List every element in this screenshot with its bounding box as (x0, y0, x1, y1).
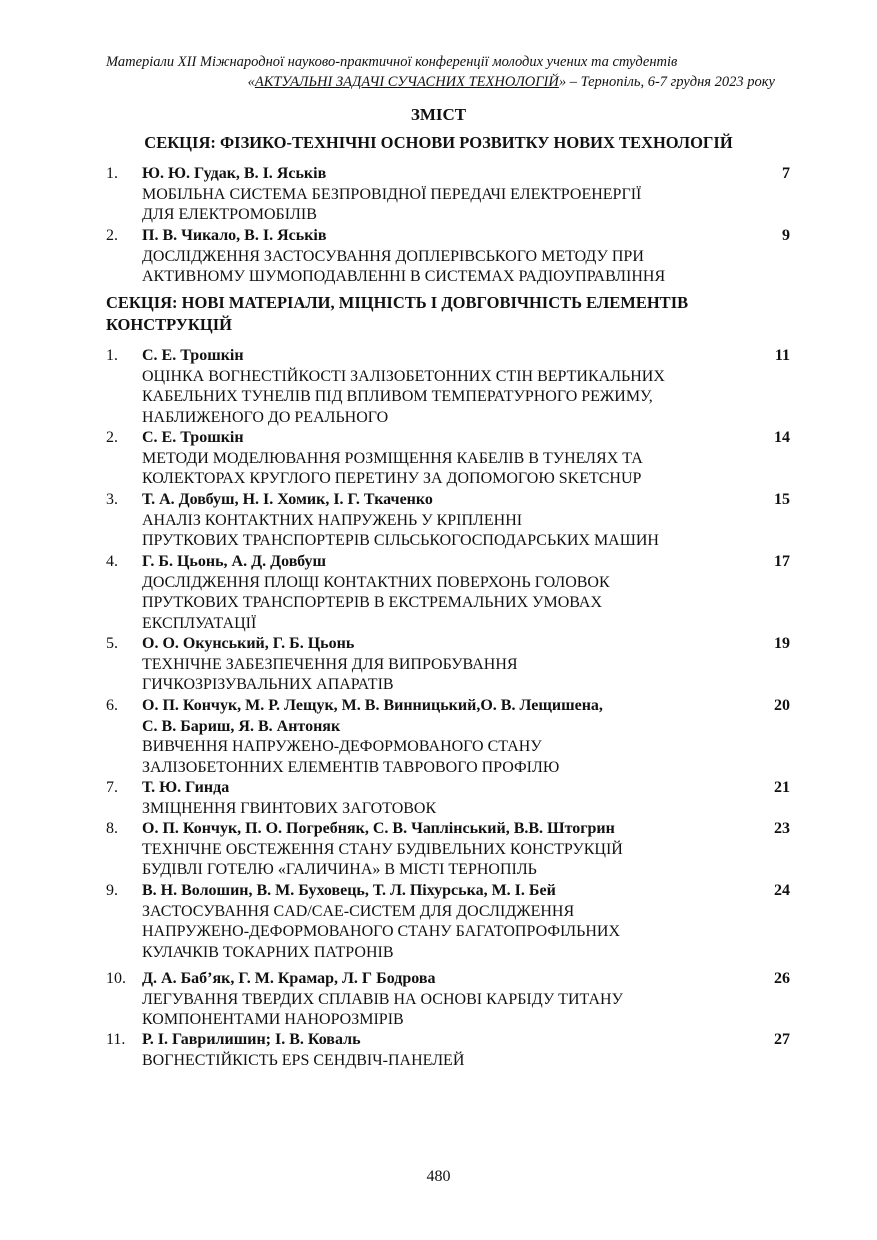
title-line: ЗАСТОСУВАННЯ CAD/CAE-СИСТЕМ ДЛЯ ДОСЛІДЖЕННЯ (142, 902, 575, 920)
section-2-title-line-2: КОНСТРУКЦІЙ (106, 315, 232, 334)
author-line: В. Н. Волошин, В. М. Буховець, Т. Л. Піхурська, М. І. Бей (142, 882, 556, 899)
title-line: ДЛЯ ЕЛЕКТРОМОБІЛІВ (142, 206, 317, 223)
entry-title (142, 367, 742, 429)
entry-body (142, 346, 742, 428)
entry-page-number: 15 (774, 491, 790, 508)
entry-title (142, 902, 742, 964)
entry-page-number: 27 (774, 1031, 790, 1048)
title-line: ОЦІНКА ВОГНЕСТІЙКОСТІ ЗАЛІЗОБЕТОННИХ СТІН ВЕРТИКАЛЬНИХ (142, 367, 665, 385)
entry-body (142, 969, 742, 1031)
entry-body (142, 552, 742, 634)
entry-authors (142, 226, 742, 247)
entry-authors (142, 778, 742, 799)
author-line: Ю. Ю. Гудак, В. І. Яськів (142, 165, 327, 182)
title-line: ВОГНЕСТІЙКІСТЬ EPS СЕНДВІЧ-ПАНЕЛЕЙ (142, 1051, 465, 1069)
entry-page-number: 14 (774, 429, 790, 446)
entry-number: 8. (106, 820, 118, 837)
author-line: О. О. Окунський, Г. Б. Цьонь (142, 635, 355, 652)
author-line: Г. Б. Цьонь, А. Д. Довбуш (142, 553, 327, 570)
section-2-title (106, 292, 817, 336)
author-line: О. П. Кончук, П. О. Погребняк, С. В. Чаплінський, В.В. Штогрин (142, 820, 615, 837)
title-line: ЕКСПЛУАТАЦІЇ (142, 614, 257, 632)
title-line: КАБЕЛЬНИХ ТУНЕЛІВ ПІД ВПЛИВОМ ТЕМПЕРАТУРНОГО РЕЖИМУ, (142, 388, 653, 405)
entry-title (142, 840, 742, 881)
entry-number: 1. (106, 165, 118, 182)
title-line: ЗАЛІЗОБЕТОННИХ ЕЛЕМЕНТІВ ТАВРОВОГО ПРОФІЛЮ (142, 758, 560, 776)
author-line: Т. Ю. Гинда (142, 779, 230, 796)
entry-title (142, 1051, 742, 1072)
entry-title (142, 247, 742, 288)
entry-title (142, 799, 742, 820)
entry-number: 4. (106, 553, 118, 570)
entry-number: 2. (106, 227, 118, 244)
title-line: НАПРУЖЕНО-ДЕФОРМОВАНОГО СТАНУ БАГАТОПРОФІЛЬНИХ (142, 923, 620, 940)
section-1-title: СЕКЦІЯ: ФІЗИКО-ТЕХНІЧНІ ОСНОВИ РОЗВИТКУ НОВИХ ТЕХНОЛОГІЙ (144, 133, 733, 152)
entry-number: 10. (106, 970, 126, 987)
header-quote-open: « (247, 74, 255, 90)
entry-page-number: 26 (774, 970, 790, 987)
section-2-title-line-1: СЕКЦІЯ: НОВІ МАТЕРІАЛИ, МІЦНІСТЬ І ДОВГОВІЧНІСТЬ ЕЛЕМЕНТІВ (106, 293, 689, 312)
entry-authors (142, 881, 742, 902)
entry-authors (142, 428, 742, 449)
author-line: Т. А. Довбуш, Н. І. Хомик, І. Г. Ткаченко (142, 491, 433, 508)
title-line: АНАЛІЗ КОНТАКТНИХ НАПРУЖЕНЬ У КРІПЛЕННІ (142, 511, 523, 529)
title-line: ПРУТКОВИХ ТРАНСПОРТЕРІВ СІЛЬСЬКОГОСПОДАРСЬКИХ МАШИН (142, 532, 659, 549)
title-line: НАБЛИЖЕНОГО ДО РЕАЛЬНОГО (142, 408, 389, 426)
title-line: БУДІВЛІ ГОТЕЛЮ «ГАЛИЧИНА» В МІСТІ ТЕРНОПІЛЬ (142, 861, 537, 878)
entry-authors (142, 1030, 742, 1051)
entry-body (142, 226, 742, 288)
entry-authors (142, 164, 742, 185)
entry-number: 6. (106, 697, 118, 714)
entry-body (142, 1030, 742, 1071)
entry-body (142, 696, 742, 778)
author-line: С. Е. Трошкін (142, 347, 244, 364)
title-line: КОЛЕКТОРАХ КРУГЛОГО ПЕРЕТИНУ ЗА ДОПОМОГОЮ SKETCHUP (142, 470, 642, 487)
entry-body (142, 819, 742, 881)
title-line: ЛЕГУВАННЯ ТВЕРДИХ СПЛАВІВ НА ОСНОВІ КАРБІДУ ТИТАНУ (142, 990, 623, 1008)
entry-title (142, 655, 742, 696)
title-line: ТЕХНІЧНЕ ЗАБЕЗПЕЧЕННЯ ДЛЯ ВИПРОБУВАННЯ (142, 655, 518, 673)
entry-authors (142, 552, 742, 573)
entry-number: 5. (106, 635, 118, 652)
author-line: Р. І. Гаврилишин; І. В. Коваль (142, 1031, 361, 1048)
entry-page-number: 7 (782, 165, 790, 182)
entry-title (142, 573, 742, 635)
page-number: 480 (426, 1168, 451, 1185)
entry-page-number: 20 (774, 697, 790, 714)
entry-authors (142, 490, 742, 511)
entry-title (142, 990, 742, 1031)
entry-body (142, 490, 742, 552)
entry-page-number: 23 (774, 820, 790, 837)
title-line: КОМПОНЕНТАМИ НАНОРОЗМІРІВ (142, 1011, 404, 1028)
entry-authors (142, 346, 742, 367)
entry-page-number: 11 (774, 347, 790, 364)
author-line: С. Е. Трошкін (142, 429, 244, 446)
entry-title (142, 185, 742, 226)
title-line: МЕТОДИ МОДЕЛЮВАННЯ РОЗМІЩЕННЯ КАБЕЛІВ В ТУНЕЛЯХ ТА (142, 449, 643, 467)
entry-authors (142, 634, 742, 655)
author-line: Д. А. Баб’як, Г. М. Крамар, Л. Г Бодрова (142, 970, 436, 987)
entry-page-number: 17 (774, 553, 790, 570)
title-line: ТЕХНІЧНЕ ОБСТЕЖЕННЯ СТАНУ БУДІВЕЛЬНИХ КОНСТРУКЦІЙ (142, 840, 623, 858)
entry-authors (142, 969, 742, 990)
entry-number: 3. (106, 491, 118, 508)
entry-authors (142, 819, 742, 840)
entry-number: 11. (106, 1031, 126, 1048)
entry-number: 2. (106, 429, 118, 446)
entry-body (142, 164, 742, 226)
entry-title (142, 511, 742, 552)
entry-page-number: 9 (782, 227, 790, 244)
author-line: С. В. Бариш, Я. В. Антоняк (142, 717, 341, 735)
entry-authors (142, 696, 742, 737)
title-line: КУЛАЧКІВ ТОКАРНИХ ПАТРОНІВ (142, 943, 394, 961)
entry-body (142, 634, 742, 696)
entry-page-number: 21 (774, 779, 790, 796)
entry-page-number: 24 (774, 882, 790, 899)
header-place-date: » – Тернопіль, 6-7 грудня 2023 року (558, 74, 775, 90)
entry-number: 9. (106, 882, 118, 899)
conference-name: АКТУАЛЬНІ ЗАДАЧІ СУЧАСНИХ ТЕХНОЛОГІЙ (254, 74, 559, 90)
entry-body (142, 881, 742, 963)
entry-body (142, 778, 742, 819)
toc-title: ЗМІСТ (410, 105, 467, 124)
title-line: МОБІЛЬНА СИСТЕМА БЕЗПРОВІДНОЇ ПЕРЕДАЧІ ЕЛЕКТРОЕНЕРГІЇ (142, 185, 642, 203)
entry-number: 1. (106, 347, 118, 364)
title-line: АКТИВНОМУ ШУМОПОДАВЛЕННІ В СИСТЕМАХ РАДІОУПРАВЛІННЯ (142, 268, 666, 285)
title-line: ДОСЛІДЖЕННЯ ПЛОЩІ КОНТАКТНИХ ПОВЕРХОНЬ ГОЛОВОК (142, 573, 610, 591)
author-line: П. В. Чикало, В. І. Яськів (142, 227, 327, 244)
title-line: ВИВЧЕННЯ НАПРУЖЕНО-ДЕФОРМОВАНОГО СТАНУ (142, 738, 542, 755)
entry-page-number: 19 (774, 635, 790, 652)
entry-title (142, 737, 742, 778)
header-line-2 (60, 72, 817, 92)
title-line: ДОСЛІДЖЕННЯ ЗАСТОСУВАННЯ ДОПЛЕРІВСЬКОГО МЕТОДУ ПРИ (142, 247, 644, 265)
entry-body (142, 428, 742, 490)
author-line: О. П. Кончук, М. Р. Лещук, М. В. Винницький,О. В. Лещишена, (142, 697, 603, 714)
entry-number: 7. (106, 779, 118, 796)
title-line: ЗМІЦНЕННЯ ГВИНТОВИХ ЗАГОТОВОК (142, 799, 437, 817)
title-line: ПРУТКОВИХ ТРАНСПОРТЕРІВ В ЕКСТРЕМАЛЬНИХ УМОВАХ (142, 594, 603, 611)
title-line: ГИЧКОЗРІЗУВАЛЬНИХ АПАРАТІВ (142, 676, 394, 693)
entry-title (142, 449, 742, 490)
header-line-1: Матеріали XII Міжнародної науково-практичної конференції молодих учених та студентів (106, 54, 678, 70)
running-header (60, 52, 817, 92)
